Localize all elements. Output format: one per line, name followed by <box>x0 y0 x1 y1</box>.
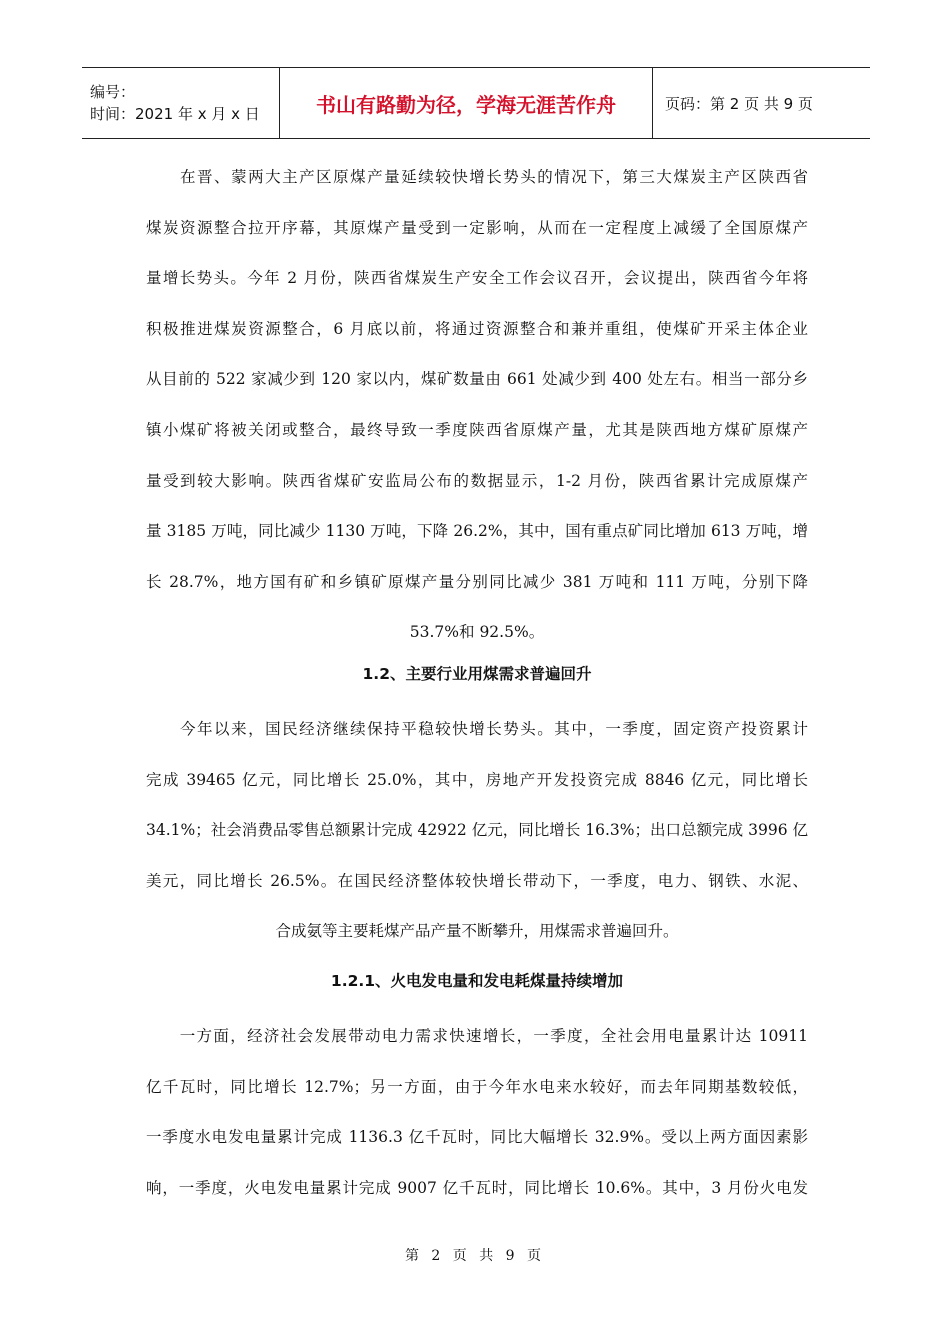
document-body <box>146 152 808 1213</box>
time-label: 时间：2021 年 x 月 x 日 <box>90 105 260 123</box>
paragraph-shaanxi <box>146 152 808 658</box>
text-line: 一方面，经济社会发展带动电力需求快速增长，一季度，全社会用电量累计达 10911 <box>146 1026 808 1045</box>
text-line: 34.1%；社会消费品零售总额累计完成 42922 亿元，同比增长 16.3%；出口总额完成 3996 亿 <box>146 821 808 840</box>
header-meta <box>82 68 280 138</box>
page-header <box>82 67 870 139</box>
text-line: 量受到较大影响。陕西省煤矿安监局公布的数据显示，1-2 月份，陕西省累计完成原煤产 <box>146 471 808 490</box>
header-motto: 书山有路勤为径，学海无涯苦作舟 <box>280 68 653 138</box>
text-line: 量 3185 万吨，同比减少 1130 万吨，下降 26.2%，其中，国有重点矿同比增加 613 万吨，增 <box>146 522 808 541</box>
text-line: 美元，同比增长 26.5%。在国民经济整体较快增长带动下，一季度，电力、钢铁、水泥、 <box>146 871 808 890</box>
text-line: 完成 39465 亿元，同比增长 25.0%，其中，房地产开发投资完成 8846 亿元，同比增长 <box>146 770 808 789</box>
page-footer: 第 2 页 共 9 页 <box>404 1248 546 1264</box>
subsection-heading: 1.2.1、火电发电量和发电耗煤量持续增加 <box>330 971 624 990</box>
text-line: 亿千瓦时，同比增长 12.7%；另一方面，由于今年水电来水较好，而去年同期基数较低， <box>146 1077 808 1096</box>
text-line: 合成氨等主要耗煤产品产量不断攀升，用煤需求普遍回升。 <box>275 922 679 941</box>
text-line: 积极推进煤炭资源整合，6 月底以前，将通过资源整合和兼并重组，使煤矿开采主体企业 <box>146 319 808 338</box>
paragraph-demand <box>146 704 808 957</box>
section-heading: 1.2、主要行业用煤需求普遍回升 <box>362 664 592 683</box>
text-line: 响，一季度，火电发电量累计完成 9007 亿千瓦时，同比增长 10.6%。其中，3 月份火电发 <box>146 1178 808 1197</box>
text-line: 镇小煤矿将被关闭或整合，最终导致一季度陕西省原煤产量，尤其是陕西地方煤矿原煤产 <box>146 420 808 439</box>
text-line: 量增长势头。今年 2 月份，陕西省煤炭生产安全工作会议召开，会议提出，陕西省今年将 <box>146 269 808 288</box>
text-line: 一季度水电发电量累计完成 1136.3 亿千瓦时，同比大幅增长 32.9%。受以上两方面因素影 <box>146 1128 808 1147</box>
text-line: 在晋、蒙两大主产区原煤产量延续较快增长势头的情况下，第三大煤炭主产区陕西省 <box>146 168 808 186</box>
paragraph-power <box>146 1011 808 1213</box>
text-line: 煤炭资源整合拉开序幕，其原煤产量受到一定影响，从而在一定程度上减缓了全国原煤产 <box>146 218 808 237</box>
header-page-label: 页码：第 2 页 共 9 页 <box>665 94 813 113</box>
text-line: 53.7%和 92.5%。 <box>409 623 545 642</box>
text-line: 今年以来，国民经济继续保持平稳较快增长势头。其中，一季度，固定资产投资累计 <box>146 719 808 738</box>
text-line: 长 28.7%，地方国有矿和乡镇矿原煤产量分别同比减少 381 万吨和 111 万吨，分别下降 <box>146 572 808 591</box>
text-line: 从目前的 522 家减少到 120 家以内，煤矿数量由 661 处减少到 400 处左右。相当一部分乡 <box>146 370 808 389</box>
serial-label: 编号： <box>90 83 136 101</box>
